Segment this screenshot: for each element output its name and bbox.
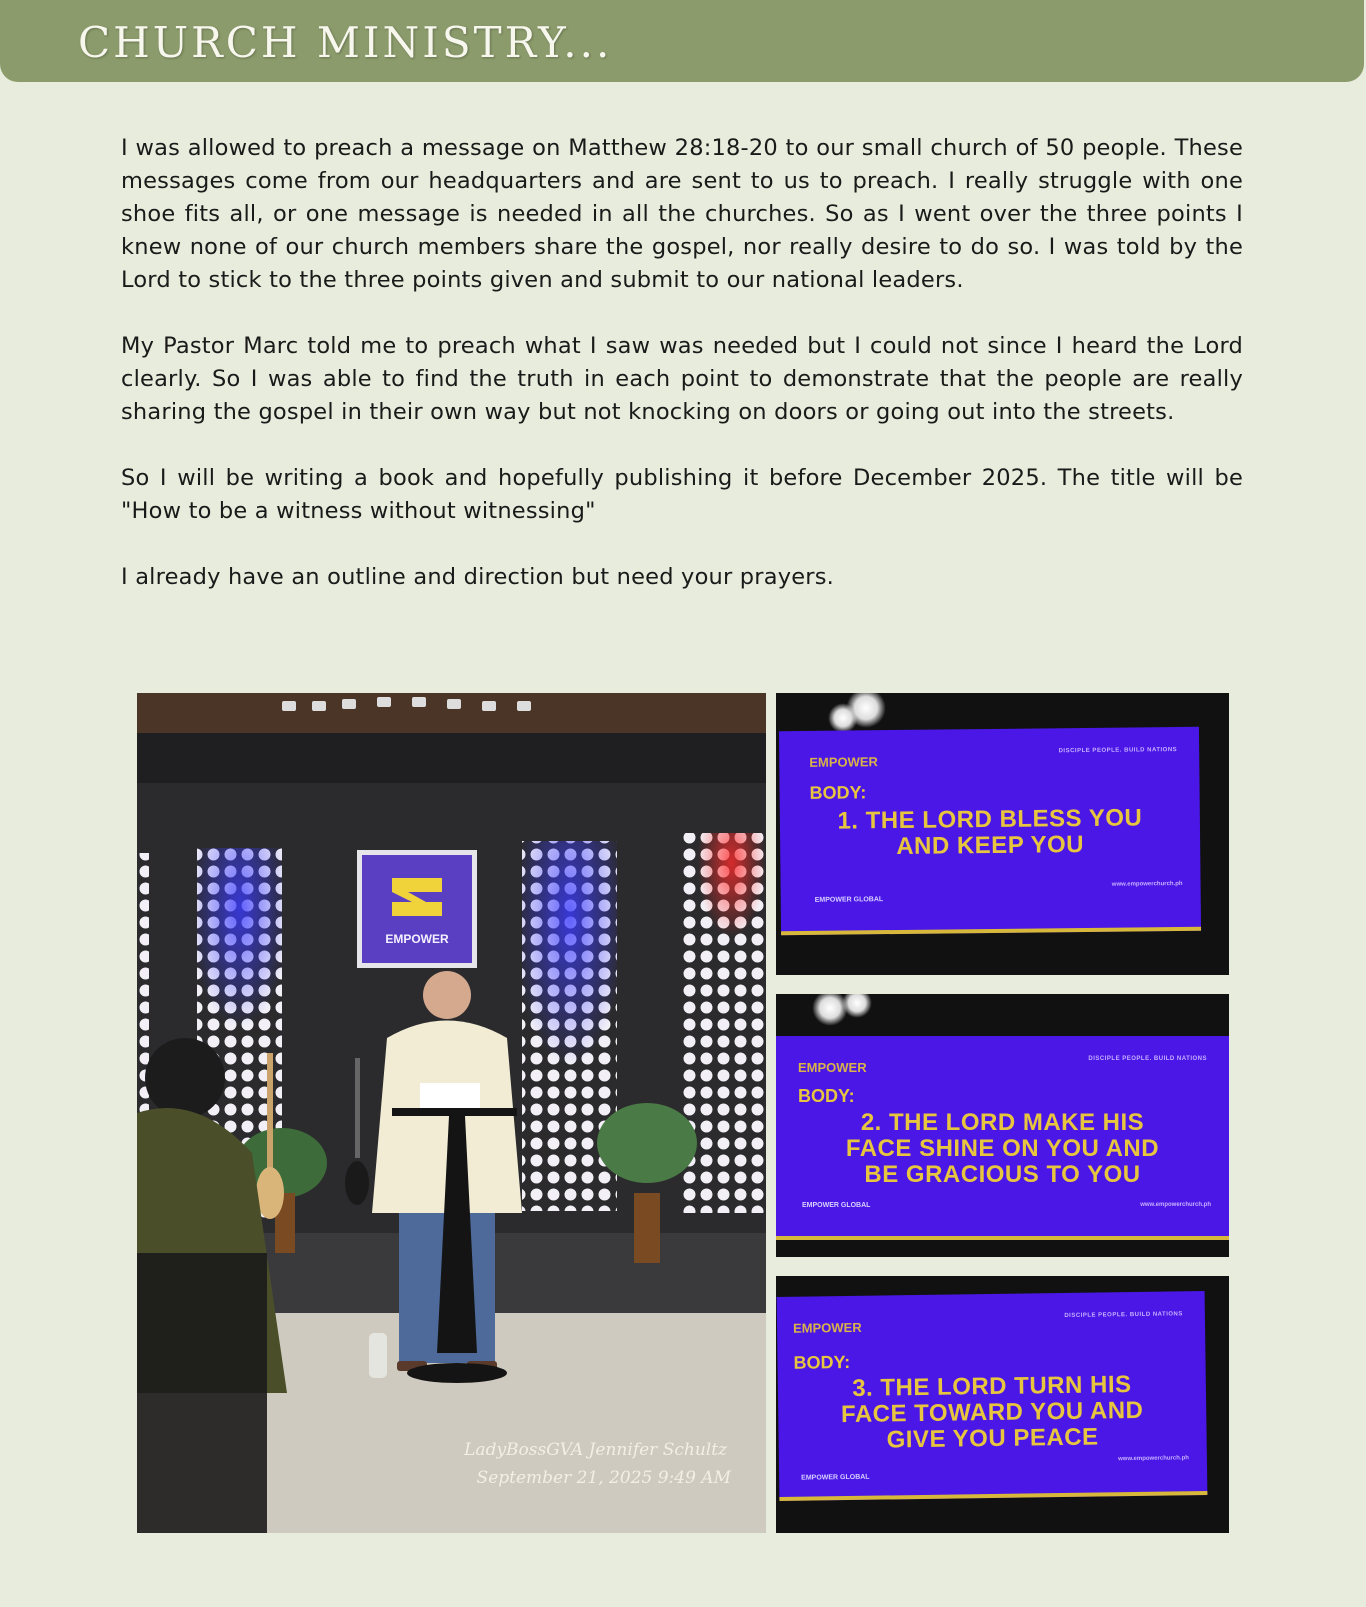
paragraph: My Pastor Marc told me to preach what I saw was needed but I could not since I heard the Lord clearly. So I was able to find the truth in each point to demonstrate that the people are really sharing the gospel in their own way but not knocking on doors or going out into the streets. [121,333,1243,425]
slide-point-line: 1. THE LORD BLESS YOU [837,804,1143,835]
slide-url: www.empowerchurch.ph [1140,1202,1211,1208]
photo-watermark-name: LadyBossGVA Jennifer Schultz [464,1440,727,1460]
slide-point-line: 3. THE LORD TURN HIS [852,1371,1132,1402]
slide-photo-2 [776,994,1229,1257]
slide-point-line: BE GRACIOUS TO YOU [864,1161,1141,1188]
paragraph: I was allowed to preach a message on Matthew 28:18-20 to our small church of 50 people. These messages come from our headquarters and are sent to us to preach. I really struggle with one shoe fits all, or one message is needed in all the churches. So as I went over the three points I knew none of our church members share the gospel, nor really desire to do so. I was told by the Lord to stick to the three points given and submit to our national leaders. [121,135,1243,293]
ceiling-light [842,994,872,1018]
slide-photo-1 [776,693,1229,975]
slide-url: www.empowerchurch.ph [1118,1455,1189,1463]
slide-tagline: DISCIPLE PEOPLE. BUILD NATIONS [1058,747,1178,755]
paragraph: I already have an outline and direction but need your prayers. [121,564,835,590]
article-body [121,132,1243,627]
slide-social: EMPOWER GLOBAL [802,1202,871,1209]
slide-point-line: FACE SHINE ON YOU AND [845,1135,1160,1162]
slide-screen [779,727,1201,935]
page-title: CHURCH MINISTRY... [78,18,613,67]
slide-brand: EMPOWER [792,1319,862,1336]
slide-body-label: BODY: [809,782,867,803]
slide-screen [776,1036,1229,1240]
slide-tagline: DISCIPLE PEOPLE. BUILD NATIONS [1064,1311,1183,1319]
preacher-photo-illustration [137,693,766,1533]
slide-point-line: FACE TOWARD YOU AND [840,1396,1144,1429]
slide-brand: EMPOWER [809,754,878,770]
slide-body-label: BODY: [793,1351,851,1373]
slide-point-line: 2. THE LORD MAKE HIS [860,1109,1145,1136]
ceiling-light [828,703,858,733]
slide-social: EMPOWER GLOBAL [801,1473,870,1482]
page-header [0,0,1364,82]
photo-watermark-date: September 21, 2025 9:49 AM [476,1468,731,1488]
slide-url: www.empowerchurch.ph [1111,880,1183,888]
preacher-photo [137,693,766,1533]
slide-social: EMPOWER GLOBAL [814,896,884,904]
empower-sign-label: EMPOWER [385,932,449,946]
slide-brand: EMPOWER [798,1060,867,1075]
slide-screen [777,1291,1208,1501]
slide-tagline: DISCIPLE PEOPLE. BUILD NATIONS [1088,1056,1207,1062]
slide-body-label: BODY: [798,1086,855,1106]
slide-point-line: GIVE YOU PEACE [886,1423,1099,1454]
slide-photo-3 [776,1276,1229,1533]
paragraph: So I will be writing a book and hopefully publishing it before December 2025. The title will be "How to be a witness without witnessing" [121,465,1243,524]
slide-point-line: AND KEEP YOU [896,831,1085,860]
